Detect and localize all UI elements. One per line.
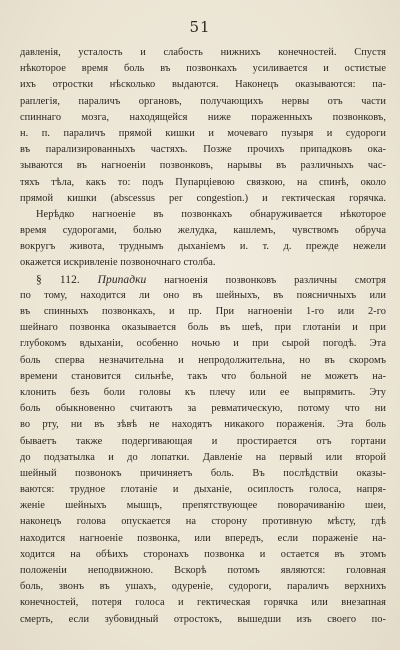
text-line: тяхъ тѣла, какъ то: подъ Пупарціевою связкою, на спинѣ, около [20,176,386,188]
text-line: наконецъ голова опускается на сторону противную мѣсту, гдѣ [20,516,386,528]
text-line: до подзатылка и до лопатки. Давленіе на первый или второй [20,451,386,463]
section-title: Припадки [97,273,147,286]
text-line: шейный позвонокъ причиняетъ боль. Въ послѣдствіи оказы- [20,467,386,479]
text-line: ваются: трудное глотаніе и дыханіе, осиплость голоса, напря- [20,484,386,496]
section-number: § 112. [36,273,80,286]
text-line: боль, звонъ въ ушахъ, одуреніе, судороги, параличъ верхнихъ [20,581,386,593]
text-line: глубокомъ вдыханіи, особенно ночью и при сырой погодѣ. Эта [20,338,386,350]
text-line: зываются въ нагноеніи позвонковъ, нарывы въ различныхъ час- [20,160,386,172]
text-line: положеніи неподвижною. Вскорѣ потомъ являются: головная [20,565,386,576]
section-heading-line [20,272,386,288]
text-line: по тому, находится ли оно въ шейныхъ, въ поясничныхъ или [20,289,386,301]
text-line: давленія, усталость и слабость нижнихъ конечностей. Спустя [20,47,386,58]
text-line: во рту, ни въ зѣвѣ не находятъ никакого пораженія. Эта боль [20,419,386,431]
text-line: въ парализированныхъ частяхъ. Позже прочихъ припадковъ ока- [20,144,386,156]
text-line: бываетъ также подергивающая и простирается отъ гортани [20,435,386,447]
text-line: н. п. параличъ прямой кишки и мочеваго пузыря и судороги [20,127,386,139]
text-line: шейнаго позвонка оказывается боль въ шеѣ, при глотаніи и при [20,322,386,334]
text-line: времени становится сильнѣе, такъ что больной не можетъ на- [20,370,386,382]
text-line: женіе шейныхъ мышцъ, препятствующее поворачиванію шеи, [20,500,386,512]
text-line: боль сперва незначительна и непродолжительна, но въ скоромъ [20,354,386,366]
text-line: ихъ отростки нѣсколько выдаются. Наконецъ оказываются: па- [20,79,386,91]
text-line: Нерѣдко нагноеніе въ позвонкахъ обнаруживается нѣкоторое [36,208,386,220]
body-text [20,45,386,628]
text-line: окажется искривленіе позвоночнаго столба. [20,257,216,269]
text-line: нѣкоторое время боль въ позвонкахъ усиливается и остистые [20,63,386,75]
text-line: находится нагноеніе позвонка, или впередъ, если пораженіе на- [20,532,386,544]
text-line: въ спинныхъ позвонкахъ, и пр. При нагноеніи 1-го или 2-го [20,306,386,317]
section-first-line-text: нагноенія позвонковъ различны смотря [164,274,386,286]
text-line: конечностей, потеря голоса и гектическая горячка или внезапная [20,597,386,609]
text-line: спиннаго мозга, находящейся ниже пораженныхъ позвонковъ, [20,111,386,123]
page-number: 51 [189,18,211,36]
text-line: вокругъ живота, труднымъ дыханіемъ и. т. д. прежде нежели [20,241,386,253]
text-line: ходится на обѣихъ сторонахъ позвонка и остается въ этомъ [20,548,386,560]
text-line: раплегія, параличъ органовъ, получающихъ нервы отъ части [20,95,386,107]
text-line: прямой кишки (abscessus per congestion.) и гектическая горячка. [20,192,386,204]
text-line: смерть, если зубовидный отростокъ, вышедши изъ своего по- [20,613,386,625]
text-line: клонить безъ боли головы къ плечу или ее выпрямить. Эту [20,386,386,398]
text-line: время судорогами, болью желудка, кашлемъ, чувствомъ обруча [20,225,386,237]
text-line: боль обыкновенно считаютъ за ревматическую, потому что ни [20,403,386,415]
